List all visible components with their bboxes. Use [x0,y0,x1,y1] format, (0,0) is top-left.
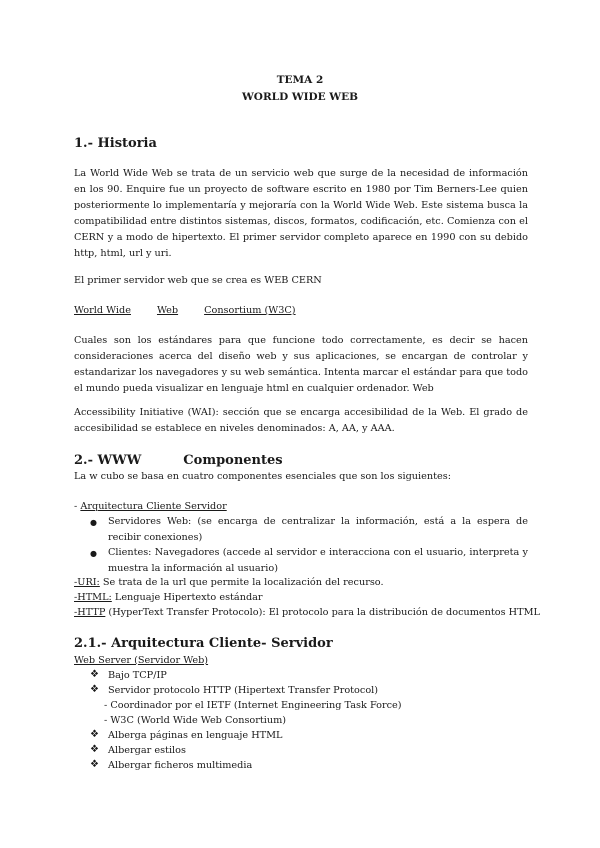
historia-paragraph-2: El primer servidor web que se crea es WEB CERN [74,275,322,286]
list-item: Albergar estilos [108,745,186,756]
list-subitem: - W3C (World Wide Web Consortium) [104,715,287,726]
list-item: Albergar ficheros multimedia [108,760,253,771]
list-item: Bajo TCP/IP [108,670,167,681]
uri-text: Se trata de la url que permite la localización del recurso. [99,577,384,588]
diamond-bullet-icon: ❖ [90,759,99,770]
list-item: Alberga páginas en lenguaje HTML [108,730,283,741]
http-text: (HyperText Transfer Protocolo): El protocolo para la distribución de documentos HTML [105,607,540,618]
componentes-heading-part: Componentes [183,453,283,468]
list-item: Servidor protocolo HTTP (Hipertext Transfer Protocol) [108,685,379,696]
uri-line [74,575,384,591]
componentes-heading [74,453,283,468]
bullet-icon: ● [90,518,97,527]
uri-label: -URI: [74,577,100,588]
w3c-subheading [74,303,296,319]
arquitectura-prefix: - [74,501,81,512]
diamond-bullet-icon: ❖ [90,684,99,695]
w3c-title-part: World Wide [74,305,131,316]
web-server-subheading: Web Server (Servidor Web) [74,655,209,666]
arquitectura-heading: 2.1.- Arquitectura Cliente- Servidor [74,636,333,651]
w3c-title-part: Web [156,305,179,316]
arquitectura-item [74,499,227,515]
html-label: -HTML: [74,592,112,603]
wai-paragraph: Accessibility Initiative (WAI): sección que se encarga accesibilidad de la Web. El grado de accesibilidad se establece en niveles denominados: A, AA, y AAA. [74,407,528,434]
bullet-servidores: Servidores Web: (se encarga de centralizar la información, está a la espera de recibir conexiones) [108,516,528,543]
componentes-heading-part: 2.- WWW [74,453,142,468]
historia-heading: 1.- Historia [74,136,157,151]
bullet-icon: ● [90,549,97,558]
document-subtitle: WORLD WIDE WEB [242,91,358,103]
w3c-title-part: Consortium (W3C) [204,305,296,316]
list-subitem: - Coordinador por el IETF (Internet Engineering Task Force) [104,700,402,711]
diamond-bullet-icon: ❖ [90,744,99,755]
tema-title: TEMA 2 [276,74,324,86]
historia-paragraph-1: La World Wide Web se trata de un servicio web que surge de la necesidad de información en los 90. Enquire fue un proyecto de software escrito en 1980 por Tim Berners-Lee quien posteriormente lo implementaría y mejoraría con la World Wide Web. Este sistema busca la compatibilidad entre distintos sistemas, discos, formatos, codificación, etc. Comienza con el CERN y a modo de hipertexto. El primer servidor completo aparece en 1990 con su debido http, html, url y uri. [74,168,528,259]
http-line [74,605,540,621]
diamond-bullet-icon: ❖ [90,729,99,740]
bullet-clientes: Clientes: Navegadores (accede al servidor e interacciona con el usuario, interpreta y muestra la información al usuario) [108,547,528,574]
html-line [74,590,263,606]
arquitectura-label: Arquitectura Cliente Servidor [80,501,227,512]
componentes-intro: La w cubo se basa en cuatro componentes esenciales que son los siguientes: [74,471,451,482]
html-text: Lenguaje Hipertexto estándar [111,592,263,603]
diamond-bullet-icon: ❖ [90,669,99,680]
http-label: -HTTP [74,607,106,618]
w3c-paragraph: Cuales son los estándares para que funcione todo correctamente, es decir se hacen consideraciones acerca del diseño web y sus aplicaciones, se encargan de controlar y estandarizar los navegadores y su web semántica. Intenta marcar el estándar para que todo el mundo pueda visualizar en lenguaje html en cualquier ordenador. Web [74,335,528,394]
